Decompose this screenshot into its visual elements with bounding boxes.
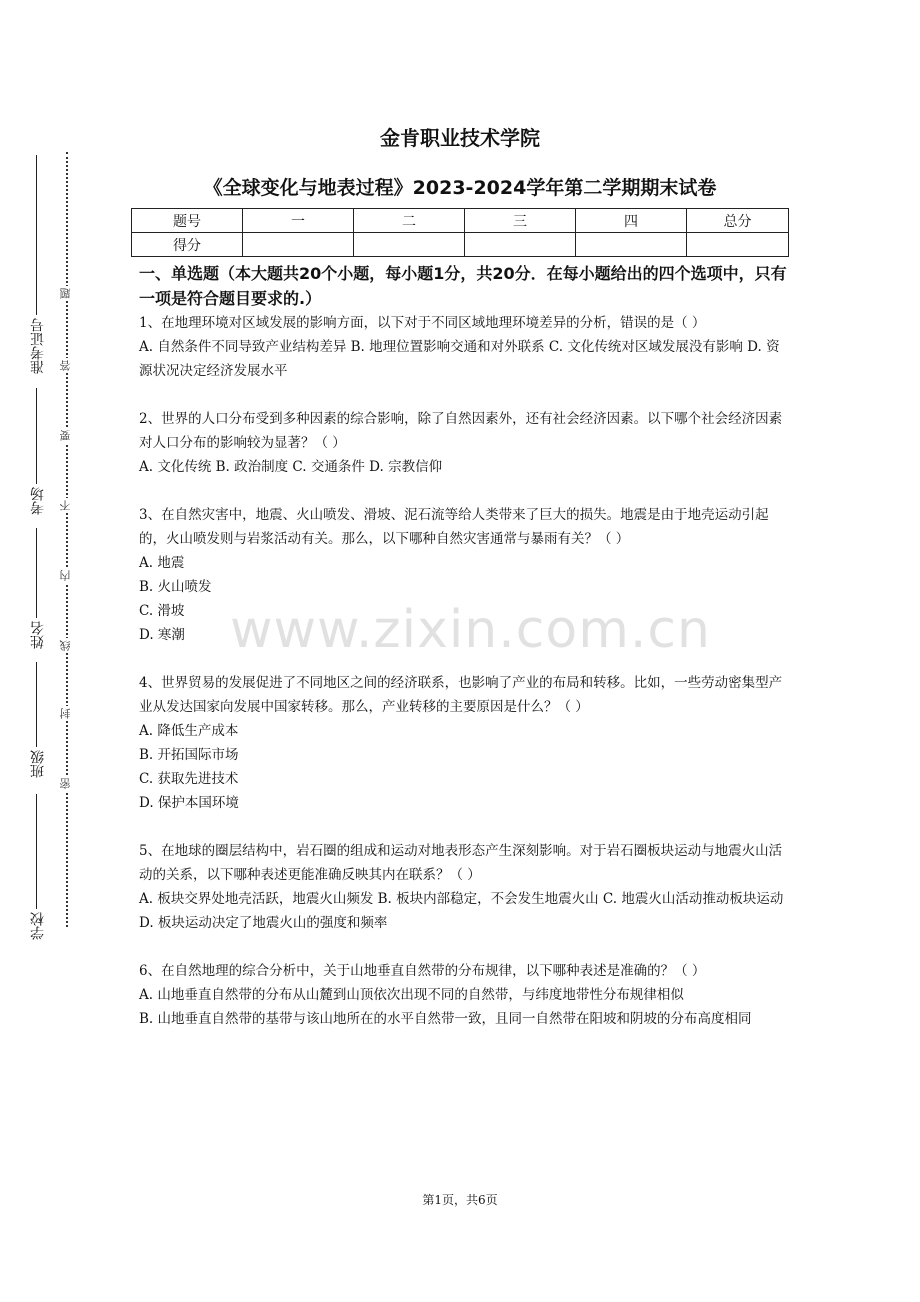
field-name-line: [36, 528, 37, 618]
question-4: [139, 671, 789, 815]
score-input-cell: [243, 233, 354, 257]
score-table-header-row: [132, 209, 789, 233]
question-1: [139, 311, 789, 383]
seal-char: 题: [59, 288, 72, 299]
question-stem: 5、在地球的圈层结构中，岩石圈的组成和运动对地表形态产生深刻影响。对于岩石圈板块运动与地震火山活动的关系，以下哪种表述更能准确反映其内在联系？（ ）: [139, 843, 783, 883]
field-exam-room-line: [36, 388, 37, 484]
question-2: [139, 407, 789, 479]
question-stem: 3、在自然灾害中，地震、火山喷发、滑坡、泥石流等给人类带来了巨大的损失。地震是由于地壳运动引起的，火山喷发则与岩浆活动有关。那么，以下哪种自然灾害通常与暴雨有关？（ ）: [139, 507, 769, 547]
table-cell: 四: [576, 209, 687, 233]
question-5: [139, 839, 789, 935]
field-name: 姓名: [30, 621, 46, 649]
question-6: [139, 959, 789, 1031]
watermark: www.zixin.com.cn: [230, 600, 711, 660]
seal-char: 答: [59, 360, 72, 371]
field-class: 班级: [30, 750, 46, 778]
page-number: 第1页，共6页: [422, 1193, 498, 1207]
option-c: C. 获取先进技术: [139, 771, 239, 787]
score-input-cell: [354, 233, 465, 257]
option-a: A. 地震: [139, 555, 185, 571]
school-name: 金肯职业技术学院: [380, 126, 540, 150]
field-school: 学校: [30, 912, 46, 940]
table-cell: 得分: [132, 233, 243, 257]
question-3: [139, 503, 789, 647]
field-exam-number: 准考证号: [30, 318, 46, 374]
seal-char: 要: [59, 430, 72, 441]
question-stem: 4、世界贸易的发展促进了不同地区之间的经济联系，也影响了产业的布局和转移。比如，一些劳动密集型产业从发达国家向发展中国家转移。那么，产业转移的主要原因是什么？（ ）: [139, 675, 783, 715]
option-b: B. 开拓国际市场: [139, 747, 239, 763]
option-c: C. 滑坡: [139, 603, 185, 619]
question-options: A. 板块交界处地壳活跃，地震火山频发 B. 板块内部稳定，不会发生地震火山 C. 地震火山活动推动板块运动 D. 板块运动决定了地震火山的强度和频率: [139, 891, 784, 931]
seal-char: 不: [59, 500, 72, 511]
option-d: D. 保护本国环境: [139, 795, 239, 811]
table-cell: 总分: [687, 209, 789, 233]
question-options: A. 文化传统 B. 政治制度 C. 交通条件 D. 宗教信仰: [139, 459, 443, 475]
option-b: B. 山地垂直自然带的基带与该山地所在的水平自然带一致，且同一自然带在阳坡和阴坡的分布高度相同: [139, 1011, 752, 1027]
section-heading: 一、单选题（本大题共20个小题，每小题1分，共20分．在每小题给出的四个选项中，只有一项是符合题目要求的.）: [139, 264, 787, 308]
score-input-cell: [687, 233, 789, 257]
question-options: A. 自然条件不同导致产业结构差异 B. 地理位置影响交通和对外联系 C. 文化传统对区域发展没有影响 D. 资源状况决定经济发展水平: [139, 339, 780, 379]
seal-char: 线: [59, 640, 72, 651]
score-table-score-row: [132, 233, 789, 257]
option-a: A. 降低生产成本: [139, 723, 239, 739]
table-cell: 三: [465, 209, 576, 233]
question-stem: 2、世界的人口分布受到多种因素的综合影响，除了自然因素外，还有社会经济因素。以下哪个社会经济因素对人口分布的影响较为显著？（ ）: [139, 411, 783, 451]
field-class-line: [36, 662, 37, 747]
question-stem: 1、在地理环境对区域发展的影响方面，以下对于不同区域地理环境差异的分析，错误的是（ ）: [139, 315, 706, 331]
score-input-cell: [576, 233, 687, 257]
seal-char: 封: [59, 708, 72, 719]
question-list: [139, 311, 789, 1031]
field-exam-room: 考场: [30, 487, 46, 515]
score-table: [131, 208, 789, 257]
option-b: B. 火山喷发: [139, 579, 212, 595]
option-d: D. 寒潮: [139, 627, 185, 643]
exam-title: 《全球变化与地表过程》2023-2024学年第二学期期末试卷: [203, 177, 717, 199]
table-cell: 题号: [132, 209, 243, 233]
table-cell: 二: [354, 209, 465, 233]
score-input-cell: [465, 233, 576, 257]
seal-char: 密: [59, 778, 72, 789]
option-a: A. 山地垂直自然带的分布从山麓到山顶依次出现不同的自然带，与纬度地带性分布规律相似: [139, 987, 684, 1003]
seal-dotted-line: [66, 152, 68, 927]
field-school-line: [36, 794, 37, 909]
seal-char: 内: [59, 570, 72, 581]
table-cell: 一: [243, 209, 354, 233]
question-stem: 6、在自然地理的综合分析中，关于山地垂直自然带的分布规律，以下哪种表述是准确的？（ ）: [139, 963, 706, 979]
